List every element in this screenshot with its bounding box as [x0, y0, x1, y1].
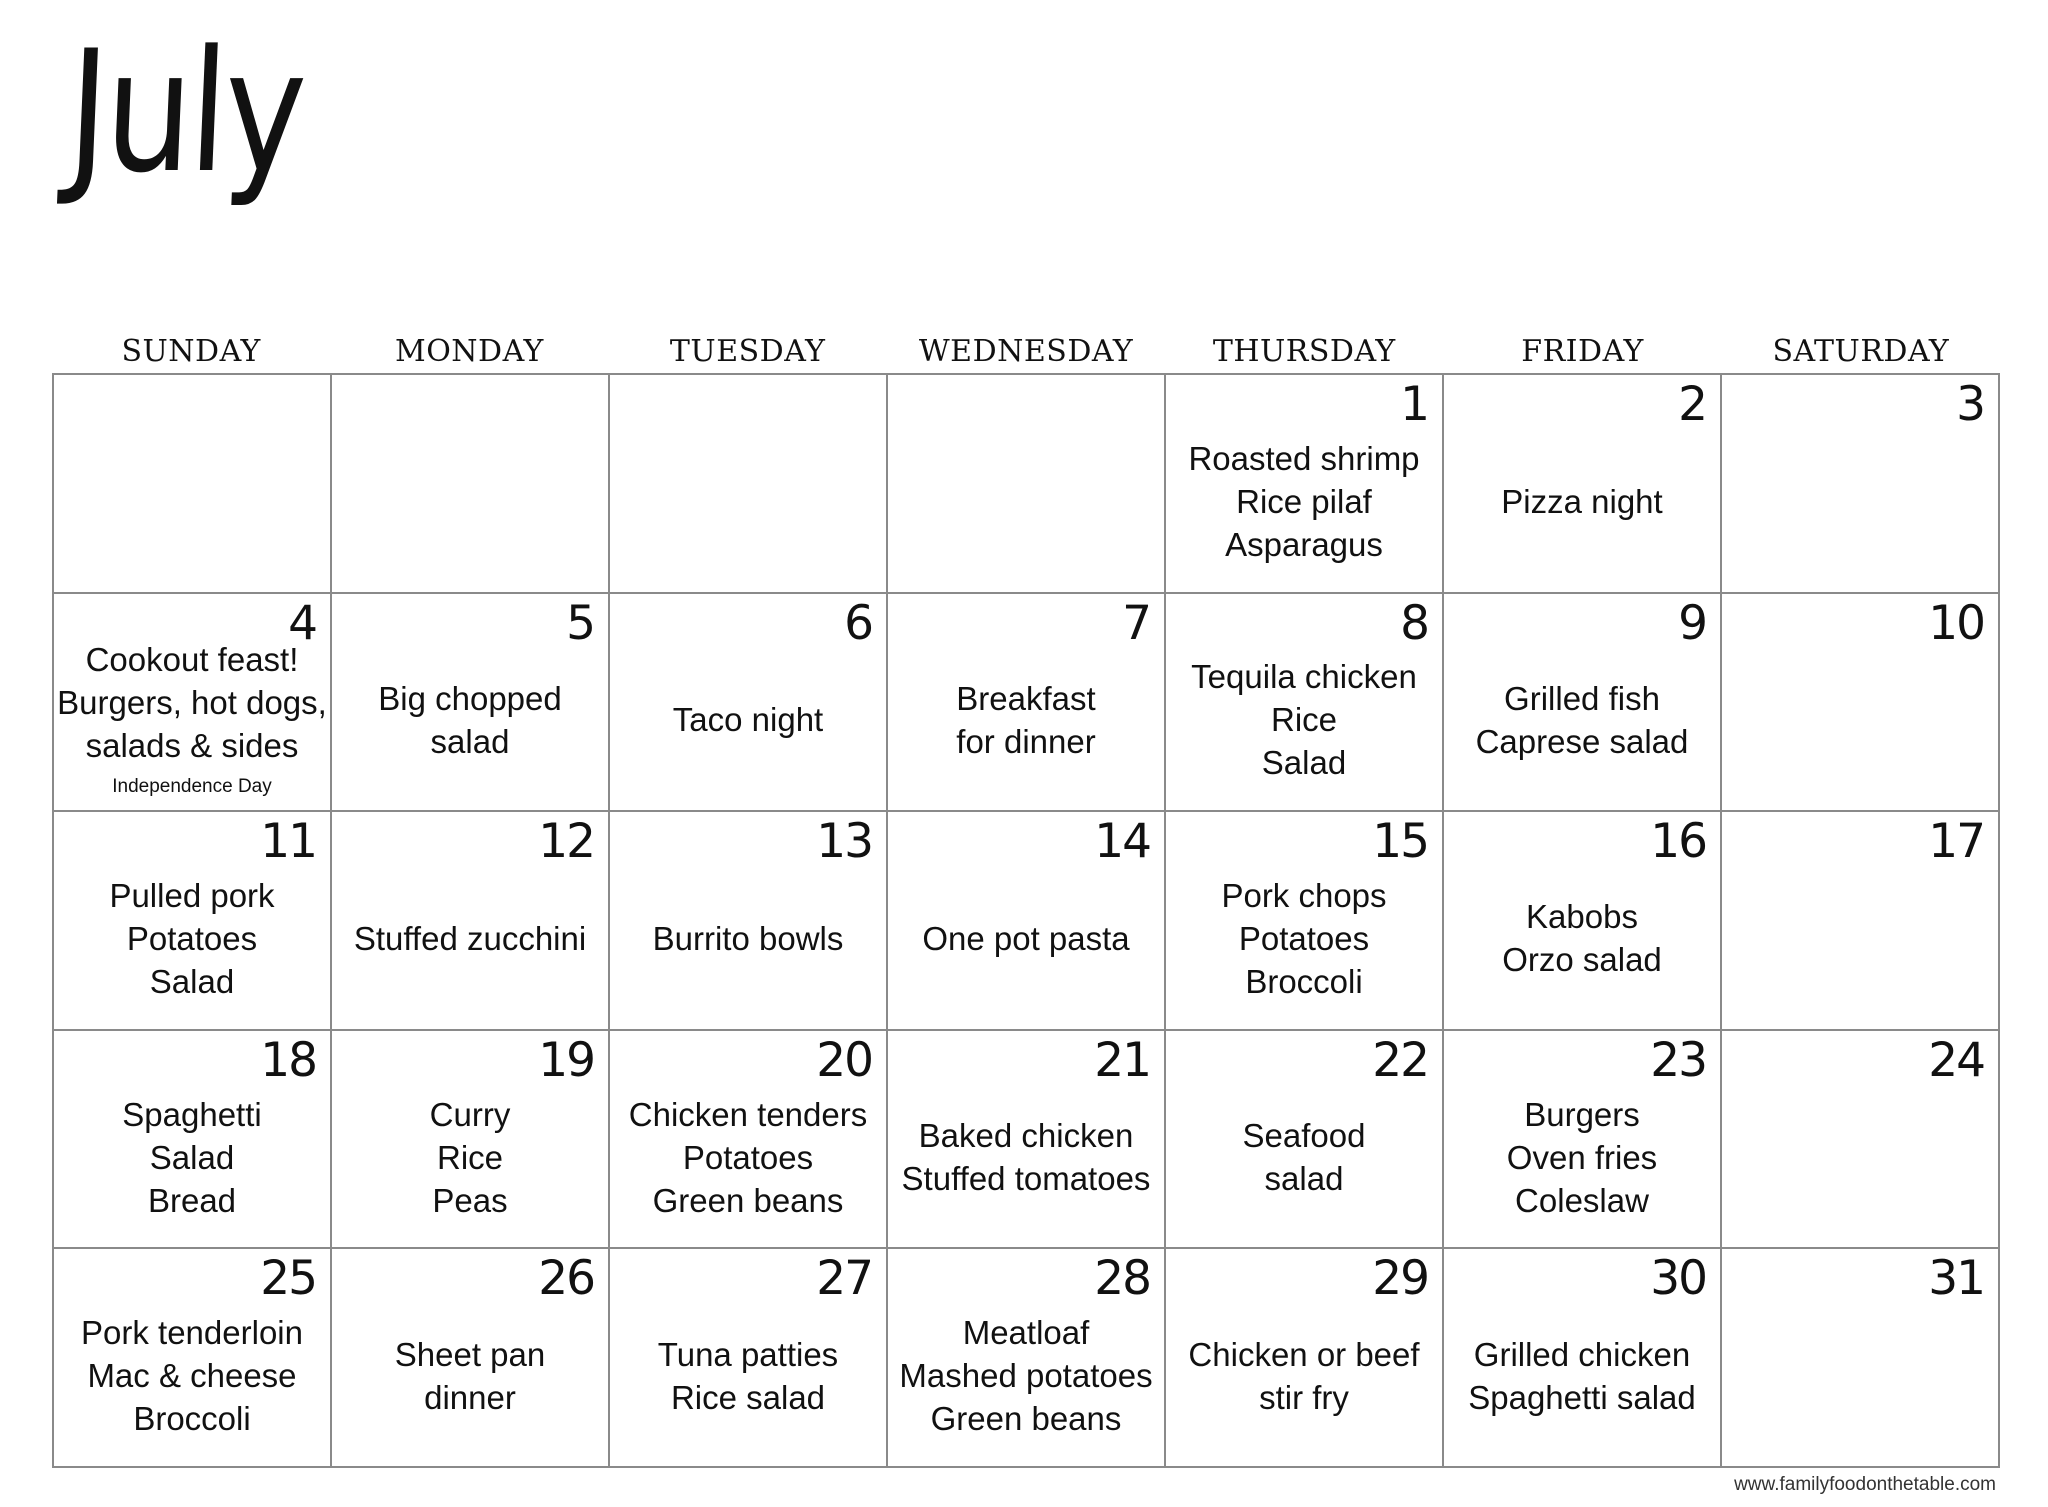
meal-item: Salad [149, 1138, 235, 1176]
meal-item: salad [430, 722, 510, 760]
meal-item: Potatoes [682, 1138, 814, 1176]
day-cell-19 [332, 1031, 610, 1250]
day-cell-26 [332, 1249, 610, 1468]
meal-plan [54, 854, 330, 1023]
date-number: 1 [1400, 377, 1428, 432]
meal-plan [610, 1073, 886, 1242]
meal-item: Pulled pork [109, 876, 275, 914]
meal-item: Mac & cheese [87, 1357, 297, 1395]
weekday-wednesday: WEDNESDAY [918, 334, 1134, 369]
day-cell-21 [888, 1031, 1166, 1250]
day-cell-11 [54, 812, 332, 1031]
meal-item: Oven fries [1506, 1138, 1658, 1176]
meal-item: Roasted shrimp [1188, 439, 1420, 477]
day-cell-20 [610, 1031, 888, 1250]
day-cell-18 [54, 1031, 332, 1250]
weekday-saturday: SATURDAY [1772, 334, 1950, 369]
meal-plan [888, 636, 1164, 805]
meal-item: Salad [1261, 744, 1347, 782]
day-cell-27 [610, 1249, 888, 1468]
meal-item: stir fry [1259, 1378, 1349, 1416]
meal-item: Stuffed tomatoes [901, 1160, 1151, 1198]
empty-day-cell [332, 375, 610, 594]
day-cell-3 [1722, 375, 2000, 594]
day-cell-8 [1166, 594, 1444, 813]
date-number: 29 [1372, 1251, 1428, 1307]
meal-item: Caprese salad [1475, 722, 1689, 760]
meal-plan [332, 854, 608, 1023]
meal-item: Breakfast [956, 679, 1096, 717]
date-number: 13 [816, 814, 872, 870]
month-title: July [63, 14, 307, 210]
day-cell-2 [1444, 375, 1722, 594]
day-cell-30 [1444, 1249, 1722, 1468]
meal-item: One pot pasta [922, 919, 1130, 957]
date-number: 19 [538, 1032, 594, 1088]
day-cell-25 [54, 1249, 332, 1468]
empty-day-cell [610, 375, 888, 594]
meal-item: Burgers, hot dogs, [57, 684, 327, 722]
day-cell-14 [888, 812, 1166, 1031]
meal-plan [1166, 1291, 1442, 1460]
date-number: 8 [1400, 595, 1428, 651]
meal-item: Mashed potatoes [899, 1357, 1153, 1395]
day-cell-17 [1722, 812, 2000, 1031]
meal-item: Stuffed zucchini [353, 919, 587, 957]
meal-plan [332, 1291, 608, 1460]
meal-plan [1444, 854, 1720, 1023]
meal-item: Curry [429, 1095, 511, 1133]
date-number: 21 [1094, 1032, 1150, 1088]
meal-item: Orzo salad [1502, 941, 1662, 979]
meal-item: Rice [1270, 701, 1338, 739]
meal-plan [1166, 1073, 1442, 1242]
meal-plan [1444, 1291, 1720, 1460]
weekday-tuesday: TUESDAY [669, 334, 826, 369]
meal-plan [1444, 1073, 1720, 1242]
empty-day-cell [888, 375, 1166, 594]
meal-item: Chicken tenders [628, 1095, 868, 1133]
weekday-sunday: SUNDAY [121, 334, 261, 369]
meal-plan [610, 1291, 886, 1460]
meal-item: Tequila chicken [1191, 658, 1417, 696]
date-number: 26 [538, 1251, 594, 1307]
day-cell-13 [610, 812, 888, 1031]
meal-plan [610, 854, 886, 1023]
weekday-friday: FRIDAY [1521, 334, 1644, 369]
meal-item: salads & sides [85, 727, 299, 765]
meal-plan [1166, 854, 1442, 1023]
meal-item: Cookout feast! [85, 641, 299, 679]
footer-url: www.familyfoodonthetable.com [1734, 1474, 1996, 1495]
meal-plan [1166, 417, 1442, 586]
meal-item: Green beans [930, 1400, 1122, 1438]
date-number: 16 [1650, 814, 1706, 870]
date-number: 11 [260, 814, 316, 870]
date-number: 28 [1094, 1251, 1150, 1307]
date-number: 27 [816, 1251, 872, 1307]
meal-item: Coleslaw [1515, 1181, 1649, 1219]
meal-item: Pizza night [1501, 482, 1663, 520]
date-number: 7 [1122, 595, 1150, 651]
meal-plan [1444, 636, 1720, 805]
date-number: 5 [566, 595, 594, 651]
meal-item: Burgers [1524, 1095, 1640, 1133]
day-cell-5 [332, 594, 610, 813]
meal-item: Potatoes [126, 919, 258, 957]
meal-plan [888, 1073, 1164, 1242]
meal-item: Rice [436, 1138, 504, 1176]
day-cell-10 [1722, 594, 2000, 813]
meal-item: Broccoli [1245, 962, 1363, 1000]
weekday-header-row [52, 332, 2000, 372]
weekday-thursday: THURSDAY [1212, 334, 1396, 369]
meal-item: Peas [432, 1181, 508, 1219]
meal-plan [332, 636, 608, 805]
day-cell-31 [1722, 1249, 2000, 1468]
meal-item: Meatloaf [962, 1314, 1090, 1352]
meal-item: Sheet pan [394, 1335, 546, 1373]
meal-item: Grilled fish [1504, 679, 1660, 717]
date-number: 10 [1928, 595, 1984, 651]
day-cell-4 [54, 594, 332, 813]
meal-item: Asparagus [1225, 525, 1383, 563]
day-cell-9 [1444, 594, 1722, 813]
empty-day-cell [54, 375, 332, 594]
date-number: 17 [1928, 814, 1984, 870]
date-number: 22 [1372, 1032, 1428, 1088]
day-cell-7 [888, 594, 1166, 813]
date-number: 14 [1094, 814, 1150, 870]
meal-item: Rice salad [670, 1378, 826, 1416]
holiday-note: Independence Day [112, 776, 272, 798]
day-cell-6 [610, 594, 888, 813]
meal-item: Tuna patties [657, 1335, 839, 1373]
meal-plan [888, 854, 1164, 1023]
date-number: 31 [1928, 1251, 1984, 1307]
day-cell-28 [888, 1249, 1166, 1468]
weekday-monday: MONDAY [394, 334, 544, 369]
meal-item: Spaghetti [122, 1095, 262, 1133]
meal-item: Seafood [1242, 1117, 1366, 1155]
calendar-grid [52, 373, 2000, 1468]
meal-item: Spaghetti salad [1468, 1378, 1696, 1416]
meal-item: Green beans [652, 1181, 844, 1219]
day-cell-24 [1722, 1031, 2000, 1250]
day-cell-12 [332, 812, 610, 1031]
day-cell-23 [1444, 1031, 1722, 1250]
meal-plan [54, 636, 330, 805]
day-cell-16 [1444, 812, 1722, 1031]
meal-item: dinner [424, 1378, 516, 1416]
meal-item: Big chopped [378, 679, 562, 717]
meal-item: Pork chops [1221, 876, 1387, 914]
date-number: 12 [538, 814, 594, 870]
date-number: 30 [1650, 1251, 1706, 1307]
meal-plan [888, 1291, 1164, 1460]
meal-item: Baked chicken [918, 1117, 1134, 1155]
meal-item: Taco night [672, 701, 824, 739]
date-number: 18 [260, 1032, 316, 1088]
date-number: 24 [1928, 1032, 1984, 1088]
day-cell-15 [1166, 812, 1444, 1031]
meal-item: Rice pilaf [1236, 482, 1372, 520]
meal-item: Bread [147, 1181, 237, 1219]
meal-plan [1444, 417, 1720, 586]
date-number: 23 [1650, 1032, 1706, 1088]
meal-plan [54, 1073, 330, 1242]
meal-item: Pork tenderloin [81, 1314, 303, 1352]
date-number: 3 [1956, 377, 1984, 432]
day-cell-22 [1166, 1031, 1444, 1250]
meal-plan [54, 1291, 330, 1460]
day-cell-1 [1166, 375, 1444, 594]
day-cell-29 [1166, 1249, 1444, 1468]
meal-item: for dinner [956, 722, 1096, 760]
date-number: 20 [816, 1032, 872, 1088]
date-number: 6 [844, 595, 872, 651]
meal-item: Grilled chicken [1473, 1335, 1691, 1373]
meal-item: Salad [149, 962, 235, 1000]
meal-plan [1166, 636, 1442, 805]
meal-item: Burrito bowls [652, 919, 844, 957]
date-number: 15 [1372, 814, 1428, 870]
meal-item: Chicken or beef [1188, 1335, 1420, 1373]
date-number: 4 [288, 595, 316, 651]
date-number: 25 [260, 1251, 316, 1307]
meal-item: Broccoli [133, 1400, 251, 1438]
meal-item: salad [1264, 1160, 1344, 1198]
meal-plan [610, 636, 886, 805]
meal-plan [332, 1073, 608, 1242]
date-number: 2 [1678, 377, 1706, 432]
date-number: 9 [1678, 595, 1706, 651]
meal-item: Potatoes [1238, 919, 1370, 957]
meal-item: Kabobs [1526, 898, 1638, 936]
